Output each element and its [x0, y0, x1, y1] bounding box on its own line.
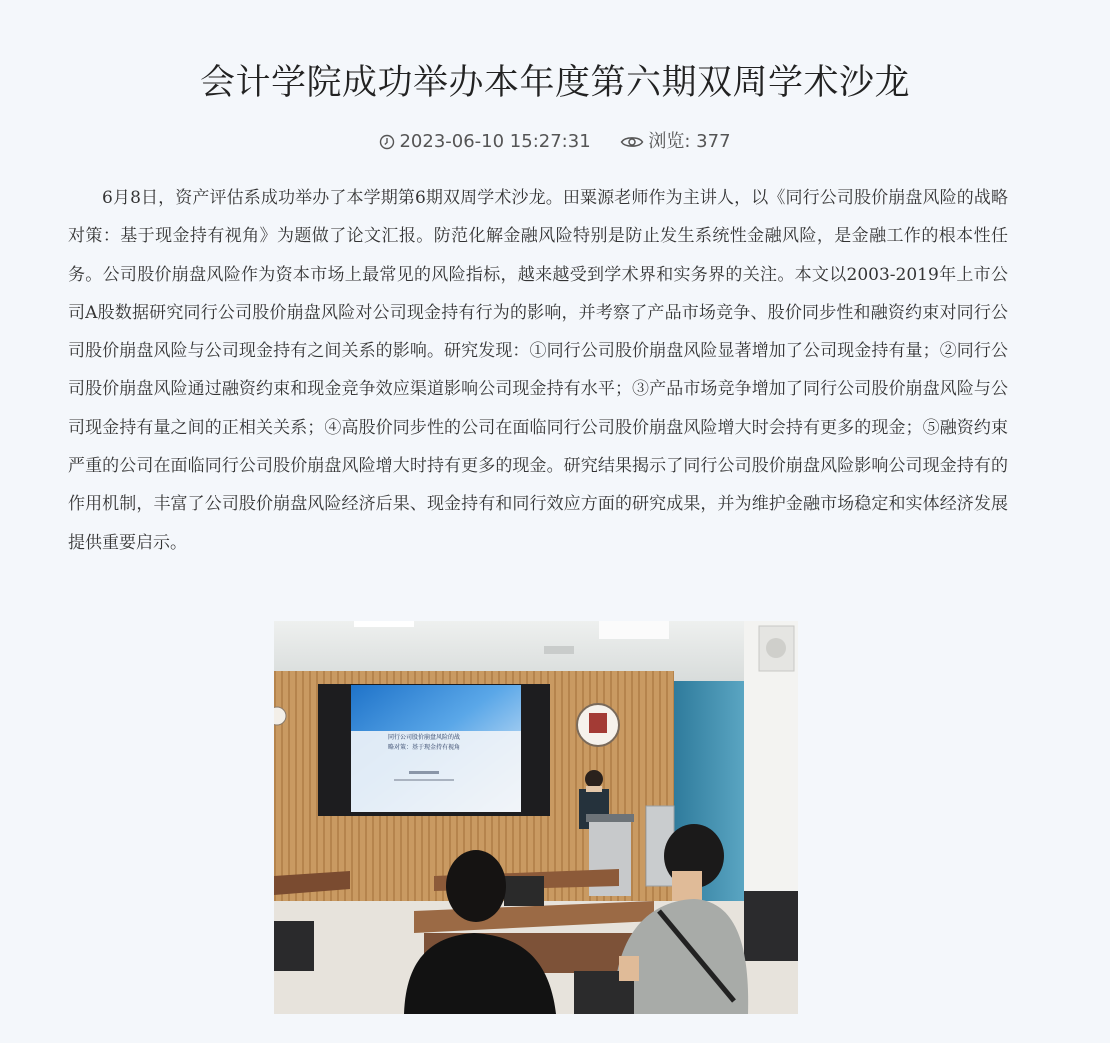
view-count	[620, 128, 730, 156]
slide-title-line2: 略对策：基于现金持有视角	[387, 744, 461, 751]
eye-icon	[620, 134, 644, 150]
publish-date-text: 2023-06-10 15:27:31	[399, 131, 591, 152]
view-count-text: 浏览: 377	[648, 131, 731, 152]
article-body: 6月8日，资产评估系成功举办了本学期第6期双周学术沙龙。田粟源老师作为主讲人，以《同行公司股价崩盘风险的战略对策：基于现金持有视角》为题做了论文汇报。防范化解金融风险特别是防止发生系统性金融风险，是金融工作的根本性任务。公司股价崩盘风险作为资本市场上最常见的风险指标，越来越受到学术界和实务界的关注。本文以2003-2019年上市公司A股数据研究同行公司股价崩盘风险对公司现金持有行为的影响，并考察了产品市场竞争、股价同步性和融资约束对同行公司股价崩盘风险与公司现金持有之间关系的影响。研究发现：①同行公司股价崩盘风险显著增加了公司现金持有量；②同行公司股价崩盘风险通过融资约束和现金竞争效应渠道影响公司现金持有水平；③产品市场竞争增加了同行公司股价崩盘风险与公司现金持有量之间的正相关关系；④高股价同步性的公司在面临同行公司股价崩盘风险增大时会持有更多的现金；⑤融资约束严重的公司在面临同行公司股价崩盘风险增大时持有更多的现金。研究结果揭示了同行公司股价崩盘风险影响公司现金持有的作用机制，丰富了公司股价崩盘风险经济后果、现金持有和同行效应方面的研究成果，并为维护金融市场稳定和实体经济发展提供重要启示。	[68, 188, 1008, 553]
slide-title-line1: 同行公司股价崩盘风险的战	[387, 734, 461, 741]
article-title: 会计学院成功举办本年度第六期双周学术沙龙	[199, 63, 910, 103]
clock-icon	[379, 134, 395, 150]
article-meta	[0, 128, 1110, 159]
publish-date	[379, 128, 590, 156]
seminar-photo	[274, 621, 798, 1014]
